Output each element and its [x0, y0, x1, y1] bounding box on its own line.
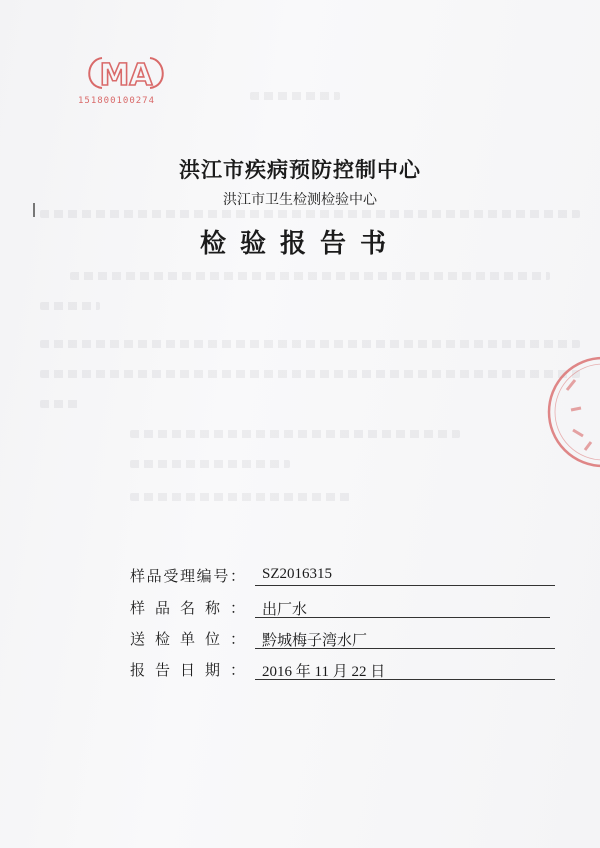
- field-value: 黔城梅子湾水厂: [262, 633, 368, 649]
- document-title: 检验报告书: [199, 229, 400, 259]
- show-through-text: [40, 210, 580, 218]
- show-through-text: [130, 460, 290, 468]
- field-submitting-unit: [130, 628, 555, 650]
- institution-name: 洪江市疾病预防控制中心: [179, 157, 421, 182]
- field-sample-name: [130, 597, 555, 619]
- cma-mark-text: MA: [99, 58, 153, 93]
- show-through-text: [40, 340, 580, 348]
- show-through-text: [70, 272, 550, 280]
- field-value: SZ2016315: [262, 566, 333, 582]
- show-through-text: [250, 92, 340, 100]
- show-through-text: [40, 302, 100, 310]
- field-label: 样品受理编号：: [130, 567, 245, 585]
- field-label: 样品名称：: [130, 599, 245, 617]
- show-through-text: [40, 370, 580, 378]
- certification-number: 151800100274: [78, 96, 156, 106]
- field-label: 送检单位：: [130, 630, 245, 648]
- field-report-date: [130, 659, 555, 681]
- sub-institution-name: 洪江市卫生检测检验中心: [223, 192, 377, 208]
- field-sample-id: [130, 565, 555, 587]
- field-value: 2016 年 11 月 22 日: [262, 664, 386, 680]
- field-label: 报告日期：: [130, 661, 245, 679]
- field-value: 出厂水: [262, 602, 308, 618]
- underline: [255, 585, 555, 586]
- official-seal-partial: [545, 350, 600, 480]
- show-through-text: [40, 400, 80, 408]
- show-through-text: [130, 493, 350, 501]
- show-through-text: [130, 430, 460, 438]
